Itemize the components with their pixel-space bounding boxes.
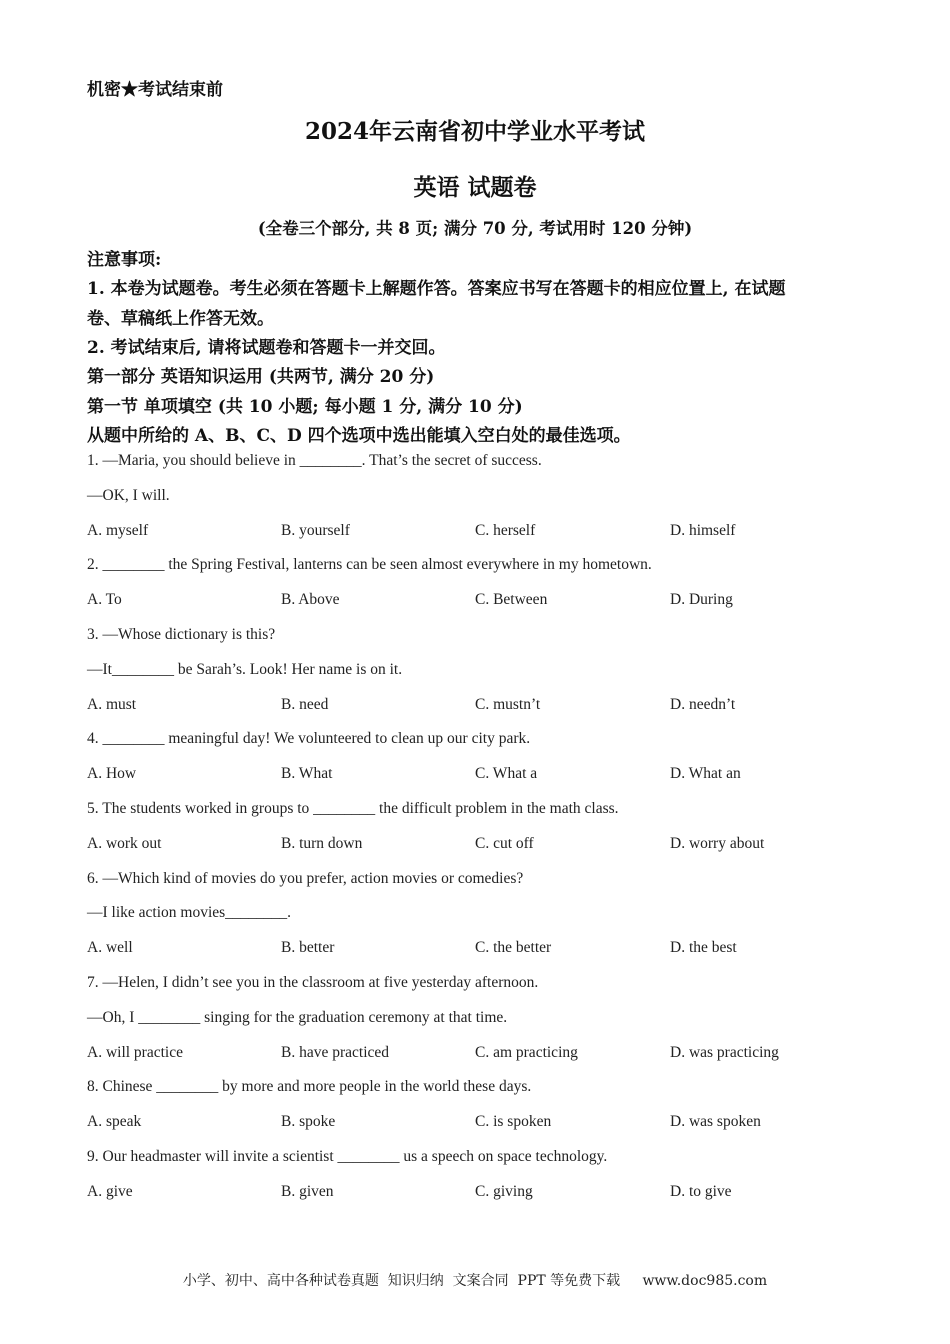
answer-option: B. need [281, 695, 329, 713]
answer-option: B. turn down [281, 834, 363, 852]
answer-option: D. What an [670, 765, 741, 783]
answer-option: D. During [670, 591, 733, 609]
confidential-label: 机密★考试结束前 [87, 80, 223, 100]
answer-option: A. speak [87, 1113, 142, 1131]
instructions-heading: 注意事项: [87, 250, 162, 270]
question-line: —Oh, I ________ singing for the graduation ceremony at that time. [87, 1008, 508, 1026]
question-line: —OK, I will. [87, 486, 170, 504]
part-one-heading: 第一部分 英语知识运用 (共两节, 满分 20 分) [87, 367, 435, 387]
answer-option: B. yourself [281, 521, 350, 539]
answer-option: C. Between [475, 591, 548, 609]
question-line: 8. Chinese ________ by more and more people in the world these days. [87, 1078, 532, 1096]
answer-option: C. mustn’t [475, 695, 541, 713]
question-line: —It________ be Sarah’s. Look! Her name is on it. [87, 660, 403, 678]
page-footer: 小学、初中、高中各种试卷真题 知识归纳 文案合同 PPT 等免费下载 www.doc985.com [182, 1273, 768, 1289]
question-line: 4. ________ meaningful day! We volunteered to clean up our city park. [87, 730, 531, 748]
question-line: 1. —Maria, you should believe in ________. That’s the secret of success. [87, 452, 542, 469]
answer-option: D. himself [670, 521, 736, 539]
instruction-line-2: 卷、草稿纸上作答无效。 [87, 309, 274, 329]
directions-text: 从题中所给的 A、B、C、D 四个选项中选出能填入空白处的最佳选项。 [87, 426, 631, 446]
answer-option: B. Above [281, 591, 340, 609]
answer-option: C. am practicing [475, 1043, 578, 1061]
section-one-heading: 第一节 单项填空 (共 10 小题; 每小题 1 分, 满分 10 分) [87, 397, 523, 417]
answer-option: D. the best [670, 939, 737, 957]
question-line: 9. Our headmaster will invite a scientist ________ us a speech on space technology. [87, 1148, 608, 1165]
answer-option: A. How [87, 765, 137, 783]
instruction-line-1: 1. 本卷为试题卷。考生必须在答题卡上解题作答。答案应书写在答题卡的相应位置上, 在试题 [87, 279, 786, 299]
answer-option: B. What [281, 765, 333, 783]
answer-option: A. myself [87, 521, 149, 539]
question-line: 6. —Which kind of movies do you prefer, action movies or comedies? [87, 869, 524, 887]
answer-option: D. needn’t [670, 695, 736, 713]
answer-option: B. better [281, 939, 335, 957]
question-line: 7. —Helen, I didn’t see you in the classroom at five yesterday afternoon. [87, 974, 539, 991]
answer-option: D. was practicing [670, 1043, 779, 1061]
answer-option: C. What a [475, 765, 538, 783]
exam-title: 2024年云南省初中学业水平考试 [304, 118, 645, 145]
instruction-line-3: 2. 考试结束后, 请将试题卷和答题卡一并交回。 [87, 338, 446, 358]
answer-option: B. have practiced [281, 1043, 390, 1061]
answer-option: A. well [87, 939, 133, 957]
question-line: —I like action movies________. [87, 904, 292, 922]
answer-option: A. will practice [87, 1043, 183, 1061]
answer-option: D. worry about [670, 834, 765, 852]
answer-option: C. herself [475, 521, 536, 539]
question-line: 5. The students worked in groups to ________ the difficult problem in the math class. [87, 800, 619, 817]
answer-option: A. work out [87, 834, 162, 852]
answer-option: A. must [87, 695, 137, 713]
question-line: 2. ________ the Spring Festival, lanterns can be seen almost everywhere in my hometown. [87, 556, 652, 574]
answer-option: C. giving [475, 1182, 533, 1200]
answer-option: B. spoke [281, 1113, 336, 1131]
answer-option: A. give [87, 1182, 133, 1200]
answer-option: D. to give [670, 1182, 732, 1200]
answer-option: D. was spoken [670, 1113, 761, 1131]
answer-option: B. given [281, 1182, 334, 1200]
answer-option: C. is spoken [475, 1113, 552, 1131]
exam-subtitle: 英语 试题卷 [413, 174, 537, 201]
answer-option: A. To [87, 591, 122, 609]
answer-option: C. the better [475, 939, 552, 957]
question-line: 3. —Whose dictionary is this? [87, 626, 276, 643]
exam-note: (全卷三个部分, 共 8 页; 满分 70 分, 考试用时 120 分钟) [257, 219, 693, 238]
answer-option: C. cut off [475, 834, 534, 852]
